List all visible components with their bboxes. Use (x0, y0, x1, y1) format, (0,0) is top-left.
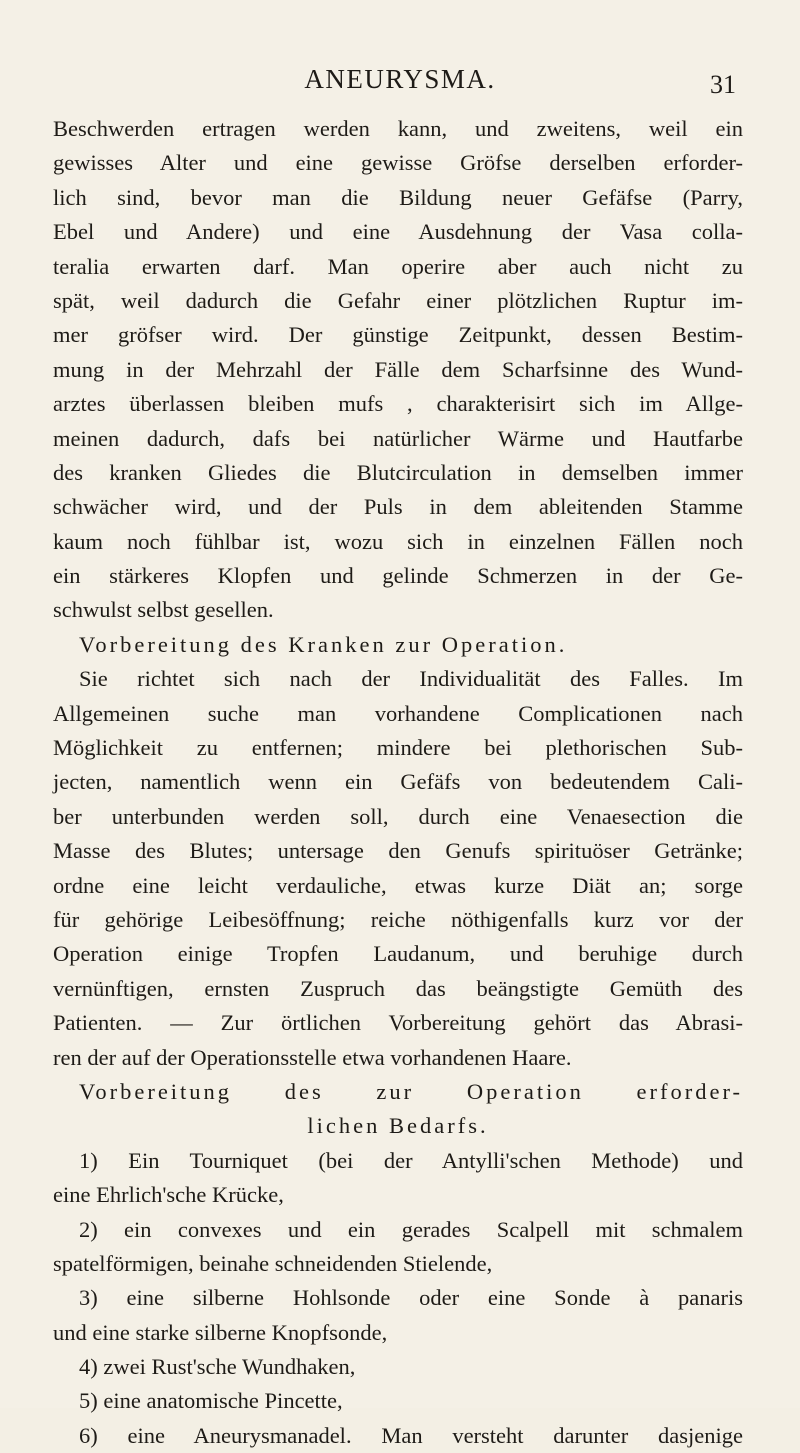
text-line: arztes überlassen bleiben mufs , charakterisirt sich im Allge- (53, 391, 743, 417)
list-item-continued: und eine starke silberne Knopfsonde, (53, 1319, 388, 1345)
section-heading: Vorbereitung des zur Operation erforder- (79, 1078, 743, 1104)
text-line: Allgemeinen suche man vorhandene Complicationen nach (53, 700, 743, 726)
text-line: Masse des Blutes; untersage den Genufs spirituöser Getränke; (53, 838, 743, 864)
list-item: 1) Ein Tourniquet (bei der Antylli'schen Methode) und (79, 1147, 743, 1173)
text-line: vernünftigen, ernsten Zuspruch das beängstigte Gemüth des (53, 975, 743, 1001)
text-line: spät, weil dadurch die Gefahr einer plötzlichen Ruptur im- (53, 287, 743, 313)
text-line: Möglichkeit zu entfernen; mindere bei plethorischen Sub- (53, 735, 743, 761)
text-line: jecten, namentlich wenn ein Gefäfs von bedeutendem Cali- (53, 769, 743, 795)
list-item: 4) zwei Rust'sche Wundhaken, (79, 1354, 356, 1380)
page-header (0, 62, 800, 102)
text-line: ein stärkeres Klopfen und gelinde Schmerzen in der Ge- (53, 563, 743, 589)
text-line: für gehörige Leibesöffnung; reiche nöthigenfalls kurz vor der (53, 906, 743, 932)
text-line: Sie richtet sich nach der Individualität des Falles. Im (79, 666, 743, 692)
list-item: 3) eine silberne Hohlsonde oder eine Sonde à panaris (79, 1285, 743, 1311)
list-item-continued: eine Ehrlich'sche Krücke, (53, 1182, 284, 1208)
page-number: 31 (710, 70, 736, 99)
text-line: schwächer wird, und der Puls in dem ableitenden Stamme (53, 494, 743, 520)
text-line: des kranken Gliedes die Blutcirculation in demselben immer (53, 459, 743, 485)
section-heading: Vorbereitung des Kranken zur Operation. (79, 631, 568, 657)
text-line: meinen dadurch, dafs bei natürlicher Wärme und Hautfarbe (53, 425, 743, 451)
section-heading: lichen Bedarfs. (307, 1113, 489, 1139)
text-line: schwulst selbst gesellen. (53, 597, 274, 623)
text-line: gewisses Alter und eine gewisse Gröfse derselben erforder- (53, 150, 743, 176)
list-item: 6) eine Aneurysmanadel. Man versteht darunter dasjenige (79, 1422, 743, 1448)
body-text (53, 112, 743, 1453)
list-item: 5) eine anatomische Pincette, (79, 1388, 343, 1414)
text-line: ordne eine leicht verdauliche, etwas kurze Diät an; sorge (53, 872, 743, 898)
text-line: mer gröfser wird. Der günstige Zeitpunkt, dessen Bestim- (53, 322, 743, 348)
text-line: ber unterbunden werden soll, durch eine Venaesection die (53, 803, 743, 829)
text-line: ren der auf der Operationsstelle etwa vorhandenen Haare. (53, 1044, 572, 1070)
running-title: ANEURYSMA. (304, 64, 496, 94)
text-line: Ebel und Andere) und eine Ausdehnung der Vasa colla- (53, 219, 743, 245)
text-line: Patienten. — Zur örtlichen Vorbereitung gehört das Abrasi- (53, 1010, 743, 1036)
list-item: 2) ein convexes und ein gerades Scalpell mit schmalem (79, 1216, 743, 1242)
text-line: Beschwerden ertragen werden kann, und zweitens, weil ein (53, 116, 743, 141)
text-line: teralia erwarten darf. Man operire aber auch nicht zu (53, 253, 743, 279)
text-line: lich sind, bevor man die Bildung neuer Gefäfse (Parry, (53, 184, 743, 210)
text-line: mung in der Mehrzahl der Fälle dem Scharfsinne des Wund- (53, 356, 743, 382)
list-item-continued: spatelförmigen, beinahe schneidenden Stielende, (53, 1250, 493, 1276)
text-line: Operation einige Tropfen Laudanum, und beruhige durch (53, 941, 743, 967)
text-line: kaum noch fühlbar ist, wozu sich in einzelnen Fällen noch (53, 528, 743, 554)
